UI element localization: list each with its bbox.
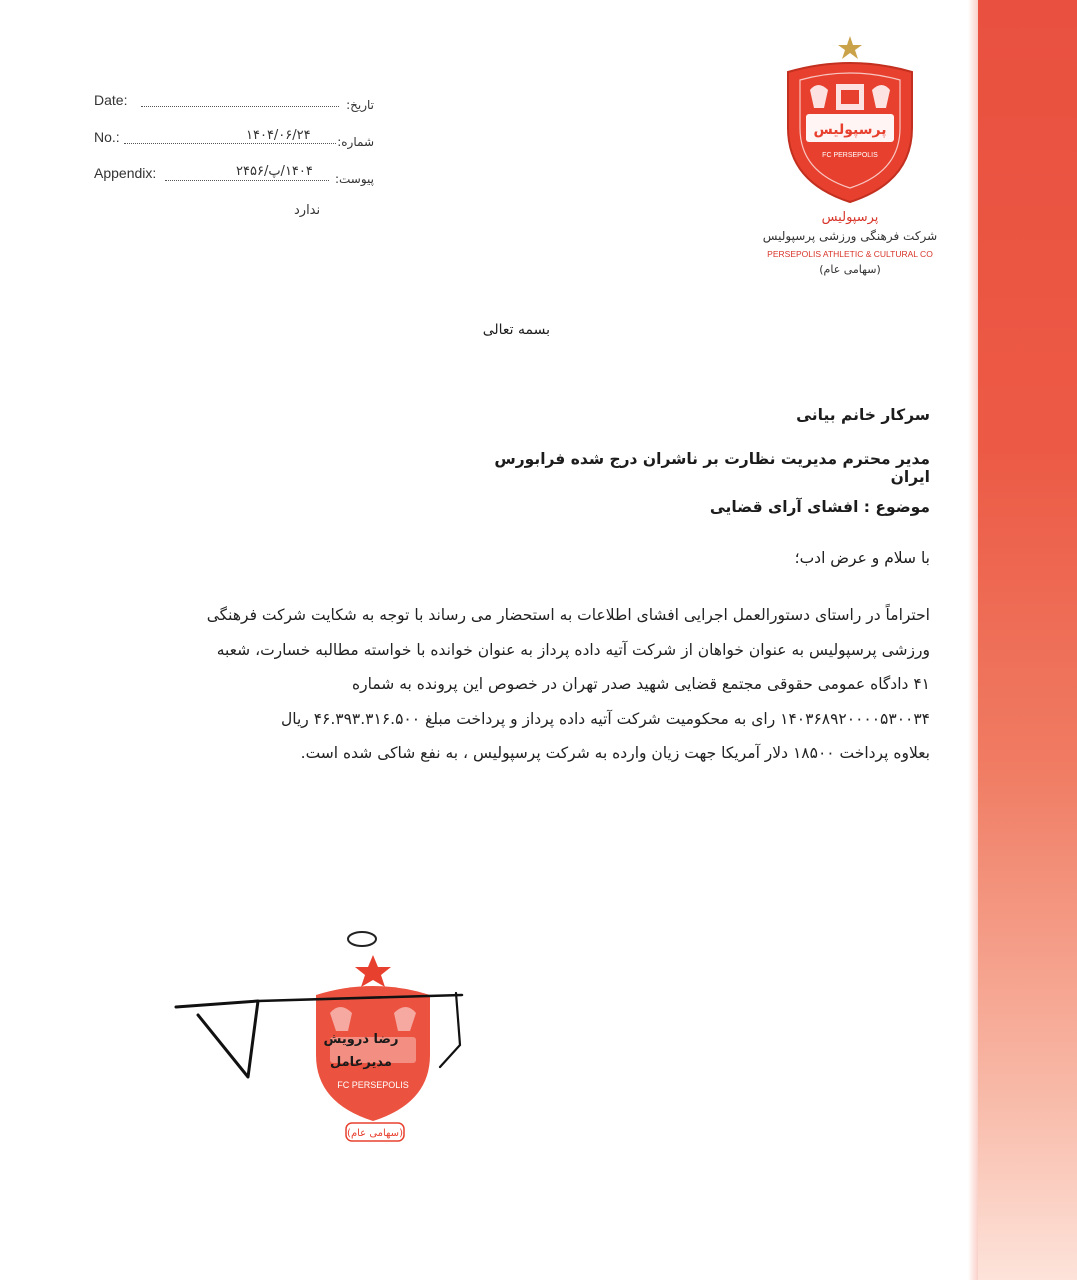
recipient-name: سرکار خانم بیانی [796,406,930,424]
body-line: ورزشی پرسپولیس به عنوان خواهان از شرکت آتیه داده پرداز به عنوان خوانده با خواسته مطالبه خسارت، شعبه [216,640,930,659]
svg-text:FC PERSEPOLIS: FC PERSEPOLIS [822,152,878,159]
signatory-name: رضا درویش [323,1032,399,1047]
signatory-title: مدیرعامل [330,1055,392,1070]
subject-line: موضوع : افشای آرای قضایی [709,498,930,516]
persepolis-logo [780,32,920,212]
company-type: (سهامی عام) [819,263,881,276]
body-line: ۱۴۰۳۶۸۹۲۰۰۰۰۵۳۰۰۳۴ رای به محکومیت شرکت آتیه داده پرداز و پرداخت مبلغ ۴۶.۳۹۳.۳۱۶.۵۰۰ ریال [280,709,930,728]
number-label-en: No.: [94,129,120,145]
svg-text:(سهامی عام): (سهامی عام) [347,1128,403,1139]
appendix-note: ندارد [294,203,321,218]
appendix-value: ۱۴۰۴/پ/۲۴۵۶ [236,164,313,179]
appendix-label-en: Appendix: [94,165,157,181]
date-label-en: Date: [94,92,128,108]
letter-body [186,598,930,771]
body-line: ۴۱ دادگاه عمومی حقوقی مجتمع قضایی شهید صدر تهران در خصوص این پرونده به شماره [352,675,930,694]
invocation: بسمه تعالی [482,322,550,338]
date-label-fa: تاریخ: [346,98,374,112]
appendix-label-fa: پیوست: [334,172,374,186]
number-line [124,143,336,144]
number-label-fa: شماره: [337,135,374,149]
company-name-en: PERSEPOLIS ATHLETIC & CULTURAL CO [767,249,933,259]
body-line: احتراماً در راستای دستورالعمل اجرایی افشای اطلاعات به استحضار می رساند با توجه به شکایت شرکت فرهنگی [206,606,930,624]
recipient-title: مدیر محترم مدیریت نظارت بر ناشران درج شده فرابورس ایران [494,450,930,486]
svg-text:پرسپولیس: پرسپولیس [813,122,887,138]
star-icon [838,36,862,59]
logo-name-fa: پرسپولیس [821,210,879,225]
company-name-fa: شرکت فرهنگی ورزشی پرسپولیس [762,229,938,243]
signature-loop [348,932,376,946]
letter-number: ۱۴۰۴/۰۶/۲۴ [246,128,311,143]
stamp-star-icon [355,955,391,987]
svg-text:FC PERSEPOLIS: FC PERSEPOLIS [337,1080,409,1090]
date-line [141,106,339,107]
decorative-red-band [978,0,1077,1280]
body-line: بعلاوه پرداخت ۱۸۵۰۰ دلار آمریکا جهت زیان وارده به شرکت پرسپولیس ، به نفع شاکی شده است. [300,744,930,763]
appendix-line [165,180,329,181]
greeting: با سلام و عرض ادب؛ [794,549,930,567]
